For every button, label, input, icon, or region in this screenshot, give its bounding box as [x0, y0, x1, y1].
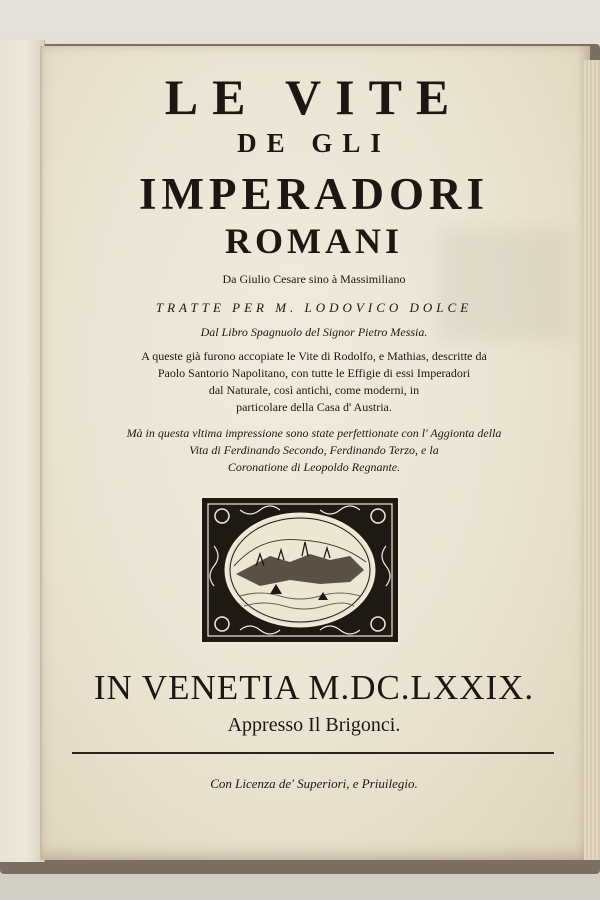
edition-note-line: Vita di Ferdinando Secondo, Ferdinando Terzo, e la	[189, 443, 439, 457]
description-line: Paolo Santorio Napolitano, con tutte le Effigie di essi Imperadori	[157, 366, 471, 380]
subtitle-range: Da Giulio Cesare sino à Massimiliano	[222, 272, 406, 286]
edition-note-line: Mà in questa vltima impressione sono state perfettionate con l' Aggionta della	[126, 426, 502, 440]
horizontal-rule	[72, 752, 554, 754]
left-page-edge	[0, 40, 45, 862]
description-line: particolare della Casa d' Austria.	[236, 400, 392, 414]
author-line: TRATTE PER M. LODOVICO DOLCE	[155, 300, 473, 315]
printers-device-engraving	[200, 496, 400, 644]
imprint-place-date: IN VENETIA M.DC.LXXIX.	[93, 668, 535, 707]
publisher-line: Appresso Il Brigonci.	[227, 714, 401, 736]
description-line: A queste già furono accopiate le Vite di Rodolfo, e Mathias, descritte da	[141, 349, 487, 363]
source-line: Dal Libro Spagnuolo del Signor Pietro Messia.	[200, 325, 428, 339]
edition-note-line: Coronatione di Leopoldo Regnante.	[227, 460, 401, 474]
title-line-3: IMPERADORI	[139, 169, 489, 219]
description-line: dal Naturale, così antichi, come moderni, in	[208, 383, 420, 397]
title-line-2: DE GLI	[237, 128, 391, 158]
description-paragraph	[40, 348, 588, 416]
edition-note-paragraph	[40, 425, 588, 476]
title-line-4: ROMANI	[225, 221, 403, 261]
license-line: Con Licenza de' Superiori, e Priuilegio.	[210, 776, 418, 791]
title-line-1: LE VITE	[164, 69, 464, 125]
